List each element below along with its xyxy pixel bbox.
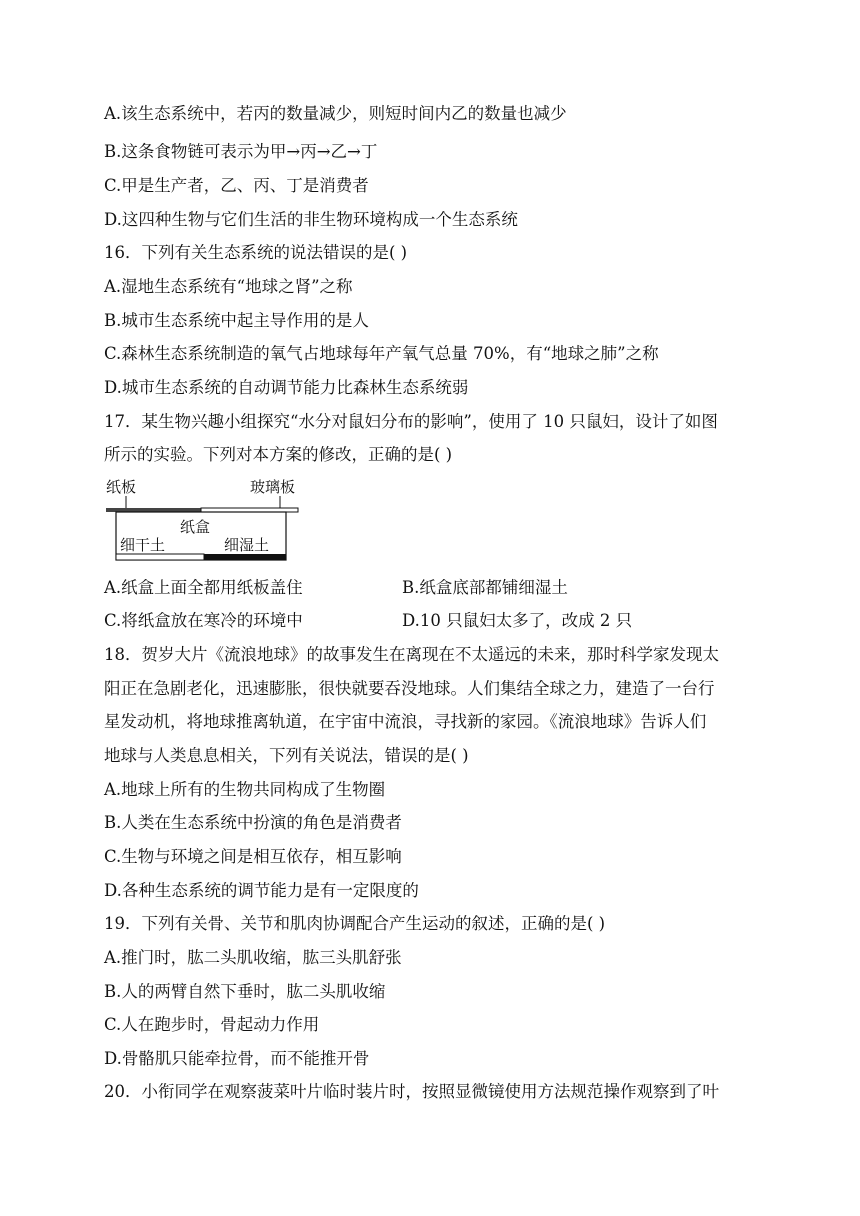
q20-stem-line1: 20．小衔同学在观察菠菜叶片临时装片时，按照显微镜使用方法规范操作观察到了叶 [104, 1082, 719, 1101]
dry-soil-layer [116, 554, 204, 560]
q17-stem-line1: 17．某生物兴趣小组探究“水分对鼠妇分布的影响”，使用了 10 只鼠妇，设计了如图 [104, 412, 718, 431]
label-wet-soil: 细湿土 [224, 536, 270, 554]
q18-option-c: C.生物与环境之间是相互依存，相互影响 [104, 847, 402, 866]
q15-option-a: A.该生态系统中，若丙的数量减少，则短时间内乙的数量也减少 [104, 104, 567, 123]
experiment-diagram-svg [104, 476, 304, 566]
wet-soil-layer [204, 554, 286, 560]
q17-stem-line2: 所示的实验。下列对本方案的修改，正确的是( ) [104, 445, 453, 464]
q16-option-b: B.城市生态系统中起主导作用的是人 [104, 311, 369, 330]
q15-option-b: B.这条食物链可表示为甲→丙→乙→丁 [104, 142, 378, 161]
label-glass: 玻璃板 [250, 478, 296, 496]
q15-option-d: D.这四种生物与它们生活的非生物环境构成一个生态系统 [104, 210, 518, 229]
label-cardboard: 纸板 [106, 478, 137, 496]
glass-cover [201, 508, 298, 512]
q19-stem: 19．下列有关骨、关节和肌肉协调配合产生运动的叙述，正确的是( ) [104, 914, 606, 933]
q16-stem: 16．下列有关生态系统的说法错误的是( ) [104, 243, 408, 262]
q18-stem-line1: 18．贺岁大片《流浪地球》的故事发生在离现在不太遥远的未来，那时科学家发现太 [104, 645, 719, 664]
q18-option-d: D.各种生态系统的调节能力是有一定限度的 [104, 881, 419, 900]
q19-option-b: B.人的两臂自然下垂时，肱二头肌收缩 [104, 982, 386, 1001]
label-dry-soil: 细干土 [120, 536, 166, 554]
q18-stem-line3: 星发动机，将地球推离轨道，在宇宙中流浪，寻找新的家园。《流浪地球》告诉人们 [104, 712, 707, 731]
q19-option-c: C.人在跑步时，骨起动力作用 [104, 1015, 320, 1034]
q19-option-d: D.骨骼肌只能牵拉骨，而不能推开骨 [104, 1049, 370, 1068]
q15-option-c: C.甲是生产者，乙、丙、丁是消费者 [104, 176, 369, 195]
q16-option-a: A.湿地生态系统有“地球之肾”之称 [104, 277, 353, 296]
q17-option-c: C.将纸盒放在寒冷的环境中 [104, 611, 303, 630]
cardboard-cover [106, 508, 201, 512]
q19-option-a: A.推门时，肱二头肌收缩，肱三头肌舒张 [104, 948, 402, 967]
q16-option-c: C.森林生态系统制造的氧气占地球每年产氧气总量 70%，有“地球之肺”之称 [104, 344, 659, 363]
q16-option-d: D.城市生态系统的自动调节能力比森林生态系统弱 [104, 378, 469, 397]
q17-option-d: D.10 只鼠妇太多了，改成 2 只 [402, 611, 633, 630]
q18-stem-line2: 阳正在急剧老化，迅速膨胀，很快就要吞没地球。人们集结全球之力，建造了一台行 [104, 679, 715, 698]
q17-option-b: B.纸盒底部都铺细湿土 [402, 578, 568, 597]
q18-option-b: B.人类在生态系统中扮演的角色是消费者 [104, 813, 402, 832]
experiment-diagram [104, 476, 304, 566]
label-box: 纸盒 [180, 518, 211, 536]
q18-option-a: A.地球上所有的生物共同构成了生物圈 [104, 780, 386, 799]
q18-stem-line4: 地球与人类息息相关，下列有关说法，错误的是( ) [104, 746, 469, 765]
q17-option-a: A.纸盒上面全都用纸板盖住 [104, 578, 303, 597]
